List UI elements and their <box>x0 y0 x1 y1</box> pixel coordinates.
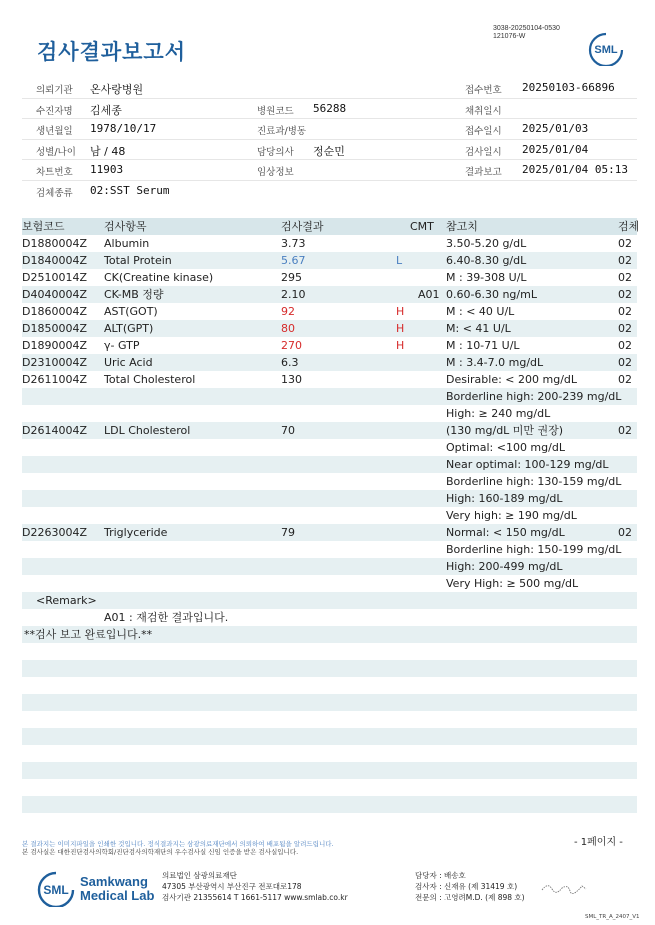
org-contact: 검사기관 21355614 T 1661-5117 www.smlab.co.kr <box>162 893 348 902</box>
table-row <box>22 388 637 405</box>
row-flag: H <box>396 322 405 335</box>
sml-footer-logo-text: SML <box>43 883 69 897</box>
table-row <box>22 354 637 371</box>
footer-logo-text <box>80 875 154 903</box>
remark-text: A01 : 재검한 결과입니다. <box>104 611 229 624</box>
empty-row <box>22 660 637 677</box>
row-result: 79 <box>281 526 295 539</box>
row-name: Uric Acid <box>104 356 153 369</box>
table-body <box>22 235 637 592</box>
table-row <box>22 252 637 269</box>
table-row <box>22 405 637 422</box>
results-table <box>22 218 640 830</box>
row-result: 3.73 <box>281 237 306 250</box>
row-spec: 02 <box>618 424 632 437</box>
row-result: 6.3 <box>281 356 299 369</box>
info-row <box>22 140 637 161</box>
empty-row <box>22 762 637 779</box>
row-ref: Desirable: < 200 mg/dL <box>446 373 578 386</box>
staff-tester: 검사자 : 신재유 (제 31419 호) <box>415 882 518 891</box>
footer-logo-line2: Medical Lab <box>80 888 155 903</box>
hospital-code-value: 56288 <box>313 101 347 115</box>
row-ref: High: ≥ 240 mg/dL <box>446 407 551 420</box>
row-ref: Borderline high: 130-159 mg/dL <box>446 475 622 488</box>
table-row <box>22 337 637 354</box>
row-spec: 02 <box>618 356 632 369</box>
form-code: SML_TR_A_2407_V1 <box>585 914 640 920</box>
document-id-line1: 3038-20250104-0530 <box>493 25 560 32</box>
name-value: 김세종 <box>90 103 122 117</box>
table-row <box>22 371 637 388</box>
info-row <box>22 160 637 181</box>
row-ref: M : < 40 U/L <box>446 305 515 318</box>
row-code: D2510014Z <box>22 271 87 284</box>
row-spec: 02 <box>618 373 632 386</box>
remark-text-row <box>22 609 637 626</box>
row-ref: Borderline high: 200-239 mg/dL <box>446 390 622 403</box>
staff-manager: 담당자 : 배송호 <box>415 871 466 880</box>
row-name: CK(Creatine kinase) <box>104 271 214 284</box>
row-ref: (130 mg/dL 미만 권장) <box>446 424 564 437</box>
footer-org <box>162 870 348 903</box>
row-ref: 6.40-8.30 g/dL <box>446 254 527 267</box>
test-date-value: 2025/01/04 <box>522 142 589 156</box>
request-org-label: 의뢰기관 <box>36 85 73 96</box>
row-ref: M : 39-308 U/L <box>446 271 527 284</box>
birth-value: 1978/10/17 <box>90 122 157 136</box>
receipt-date-value: 2025/01/03 <box>522 122 589 136</box>
table-row <box>22 558 637 575</box>
table-row <box>22 473 637 490</box>
row-code: D1860004Z <box>22 305 87 318</box>
remark-label: <Remark> <box>36 594 97 607</box>
org-name: 의료법인 삼광의료재단 <box>162 871 237 880</box>
receipt-no-value: 20250103-66896 <box>522 81 615 94</box>
row-ref: High: 160-189 mg/dL <box>446 492 563 505</box>
row-ref: High: 200-499 mg/dL <box>446 560 563 573</box>
row-result: 70 <box>281 424 295 437</box>
table-row <box>22 320 637 337</box>
table-row <box>22 490 637 507</box>
row-name: γ- GTP <box>104 339 140 352</box>
birth-label: 생년월일 <box>36 126 73 138</box>
receipt-no-label: 접수번호 <box>465 85 502 96</box>
row-flag: H <box>396 339 405 352</box>
sml-logo-text: SML <box>594 44 618 56</box>
report-value: 2025/01/04 05:13 <box>522 163 628 177</box>
sex-age-value: 남 / 48 <box>90 144 126 158</box>
header-result: 검사결과 <box>281 220 324 233</box>
chart-label: 차트번호 <box>36 167 73 179</box>
page-number: - 1페이지 - <box>574 837 623 848</box>
table-row <box>22 439 637 456</box>
table-row <box>22 575 637 592</box>
org-address: 47305 부산광역시 부산진구 전포대로178 <box>162 882 302 891</box>
row-spec: 02 <box>618 339 632 352</box>
chart-value: 11903 <box>90 163 124 177</box>
row-ref: Very high: ≥ 190 mg/dL <box>446 509 577 522</box>
empty-row <box>22 728 637 745</box>
row-code: D2611004Z <box>22 373 87 386</box>
header-name: 검사항목 <box>104 220 147 233</box>
table-row <box>22 303 637 320</box>
row-spec: 02 <box>618 288 632 301</box>
footer-notes <box>22 840 334 856</box>
collect-date-label: 채취일시 <box>465 105 502 117</box>
table-row <box>22 269 637 286</box>
test-date-label: 검사일시 <box>465 146 502 158</box>
empty-row <box>22 677 637 694</box>
row-code: D2310004Z <box>22 356 87 369</box>
document-id-line2: 121076-W <box>493 33 526 40</box>
row-spec: 02 <box>618 322 632 335</box>
footer-logo-line1: Samkwang <box>80 874 148 889</box>
signature-icon <box>540 880 588 896</box>
row-result: 2.10 <box>281 288 306 301</box>
row-spec: 02 <box>618 237 632 250</box>
staff-specialist: 전문의 : 고영려M.D. (제 898 호) <box>415 893 525 902</box>
table-row <box>22 235 637 252</box>
row-code: D2614004Z <box>22 424 87 437</box>
row-ref: M : 10-71 U/L <box>446 339 520 352</box>
row-result: 295 <box>281 271 302 284</box>
row-ref: Near optimal: 100-129 mg/dL <box>446 458 609 471</box>
page-title: 검사결과보고서 <box>37 40 187 64</box>
patient-info <box>22 78 637 202</box>
row-code: D4040004Z <box>22 288 87 301</box>
completion-row <box>22 626 637 643</box>
row-ref: Optimal: <100 mg/dL <box>446 441 565 454</box>
clinical-label: 임상정보 <box>257 167 294 179</box>
footer-note-1: 본 결과지는 이미지파일을 인쇄한 것입니다. 정식결과지는 삼광의료재단에서 의뢰하여 배포됨을 알려드립니다. <box>22 840 334 848</box>
empty-row <box>22 711 637 728</box>
row-result: 80 <box>281 322 295 335</box>
row-name: Albumin <box>104 237 150 250</box>
row-code: D1850004Z <box>22 322 87 335</box>
footer-staff <box>415 870 525 903</box>
row-name: CK-MB 정량 <box>104 288 164 301</box>
specimen-label: 검체종류 <box>36 187 73 199</box>
empty-row <box>22 745 637 762</box>
row-name: Total Cholesterol <box>104 373 196 386</box>
row-flag: L <box>396 254 403 267</box>
row-spec: 02 <box>618 526 632 539</box>
row-ref: M: < 41 U/L <box>446 322 511 335</box>
report-label: 결과보고 <box>465 167 502 179</box>
row-result: 130 <box>281 373 302 386</box>
row-name: LDL Cholesterol <box>104 424 191 437</box>
empty-row <box>22 643 637 660</box>
info-row <box>22 99 637 120</box>
hospital-code-label: 병원코드 <box>257 105 294 117</box>
row-code: D1890004Z <box>22 339 87 352</box>
empty-row <box>22 694 637 711</box>
table-header <box>22 218 640 235</box>
sml-logo-icon <box>588 32 624 66</box>
row-ref: 3.50-5.20 g/dL <box>446 237 527 250</box>
dept-label: 진료과/병동 <box>257 126 307 138</box>
row-name: ALT(GPT) <box>104 322 154 335</box>
table-row <box>22 541 637 558</box>
header-ref: 참고치 <box>446 220 478 233</box>
header-spec: 검체 <box>618 220 640 233</box>
document-id <box>493 25 560 41</box>
row-result: 92 <box>281 305 295 318</box>
row-code: D1880004Z <box>22 237 87 250</box>
completion-text: **검사 보고 완료입니다.** <box>24 628 153 641</box>
header-code: 보험코드 <box>22 220 65 233</box>
specimen-value: 02:SST Serum <box>90 183 170 197</box>
name-label: 수진자명 <box>36 105 73 117</box>
sex-age-label: 성별/나이 <box>36 146 76 158</box>
row-ref: M : 3.4-7.0 mg/dL <box>446 356 544 369</box>
table-row <box>22 524 637 541</box>
empty-row <box>22 813 637 830</box>
receipt-date-label: 접수일시 <box>465 126 502 138</box>
row-result: 5.67 <box>281 254 306 267</box>
table-row <box>22 507 637 524</box>
info-row <box>22 119 637 140</box>
info-row <box>22 181 637 202</box>
info-row <box>22 78 637 99</box>
row-spec: 02 <box>618 305 632 318</box>
row-spec: 02 <box>618 254 632 267</box>
row-spec: 02 <box>618 271 632 284</box>
table-row <box>22 286 637 303</box>
table-row <box>22 456 637 473</box>
row-name: Total Protein <box>104 254 172 267</box>
row-name: Triglyceride <box>104 526 168 539</box>
row-ref: Borderline high: 150-199 mg/dL <box>446 543 622 556</box>
row-result: 270 <box>281 339 302 352</box>
empty-row <box>22 779 637 796</box>
footer-note-2: 본 검사실은 대한진단검사의학회/진단검사의학재단의 우수검사실 신임 인증을 받은 검사실입니다. <box>22 848 299 856</box>
header-cmt: CMT <box>410 220 434 233</box>
row-ref: Normal: < 150 mg/dL <box>446 526 565 539</box>
table-filler <box>22 643 637 830</box>
table-row <box>22 422 637 439</box>
row-ref: Very High: ≥ 500 mg/dL <box>446 577 579 590</box>
empty-row <box>22 796 637 813</box>
row-code: D2263004Z <box>22 526 87 539</box>
sml-footer-logo-icon <box>36 871 76 907</box>
request-org-value: 온사랑병원 <box>90 83 144 96</box>
row-name: AST(GOT) <box>104 305 158 318</box>
row-ref: 0.60-6.30 ng/mL <box>446 288 537 301</box>
doctor-value: 정순민 <box>313 144 345 158</box>
row-code: D1840004Z <box>22 254 87 267</box>
row-flag: A01 <box>418 288 440 301</box>
remark-row <box>22 592 637 609</box>
row-flag: H <box>396 305 405 318</box>
doctor-label: 담당의사 <box>257 146 294 158</box>
